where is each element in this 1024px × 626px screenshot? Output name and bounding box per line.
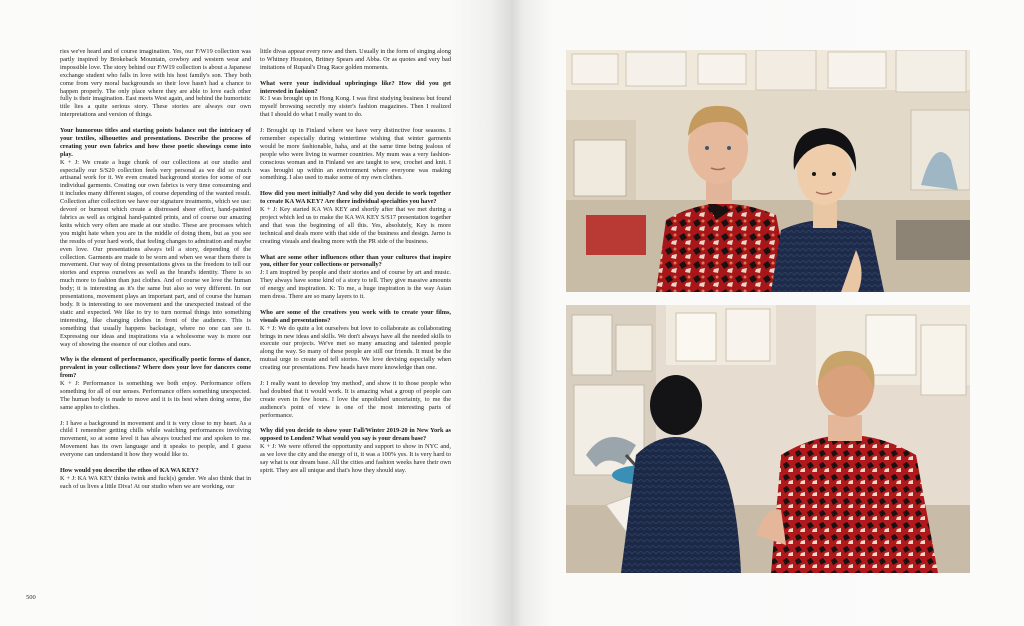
- interview-answer: J: I am inspired by people and their stories and of course by art and music. They always have some kind of a story to tell. They give massive amounts of energy and inspiration. K: To me, a huge inspiration is the way Asian men dress. There are so many layers to it.: [260, 269, 451, 301]
- interview-answer: K + J: Key started KA WA KEY and shortly after that we met during a project which led us to make the KA WA KEY S/S17 presentation together and that was the beginning of all this. Yes, absolutely, Key is more technical and deals more with that side of the business and design. Jarno is creating visuals and dealing more with the PR side of the business.: [260, 206, 451, 245]
- interview-block: [60, 127, 251, 348]
- interview-block: [60, 356, 251, 411]
- interview-answer: K + J: We do quite a lot ourselves but love to collaborate as collaborating brings in new ideas and skills. We don't always have all the needed skills to execute our projects. We've met so many amazing and talented people along the way. So many of these people are still our friends. It must be the mutual urge to create and tell stories. We love devising especially when creating our presentations. Few heads have more knowledge than one.: [260, 324, 451, 372]
- interview-block: [260, 48, 451, 72]
- portrait-photo-graphic: [566, 50, 970, 292]
- interview-block: [260, 190, 451, 245]
- interview-block: [60, 467, 251, 491]
- interview-block: [260, 380, 451, 420]
- interview-question: Your humorous titles and starting points balance out the intricacy of your textiles, silhouettes and presentations. Describe the process of creating your own fabrics and how these poetic showings come into play.: [60, 127, 251, 158]
- photo-portrait-two-designers: [566, 50, 970, 292]
- interview-answer: K + J: Performance is something we both enjoy. Performance offers something for all of our senses. Performance offers something unexpected. The human body is made to move and it is its best when doing some, the same applies to clothes.: [60, 380, 251, 411]
- interview-block: [60, 48, 251, 119]
- interview-question: How would you describe the ethos of KA WA KEY?: [60, 466, 199, 474]
- interview-answer: K: I was brought up in Hong Kong. I was first studying business but found myself browsing secretly my sister's fashion magazines. Then I realized that I should do what I really want to do.: [260, 95, 451, 119]
- interview-block: [260, 80, 451, 120]
- interview-answer: J: I have a background in movement and it is very close to my heart. As a child I remember getting chills while watching performances involving movement, so at some level it has always touched me and spoken to me. Movement has its own language and it speaks to people, and I guess everyone can understand it how they would like to.: [60, 419, 251, 459]
- interview-answer: ries we've heard and of course imagination. Yes, our F/W19 collection was partly inspired by Brokeback Mountain, cowboy and western wear and impossible love. The story behind our F/W19 collection is about a Japanese exchange student who falls in love with his host family's son. They both come from very moral backgrounds so their love hasn't had a chance to happen properly. The only place where they are able to love each other fully is their imagination. East meets West again, and behind the humoristic title lies a quite serious story. These stories are always our own interpretations and version of things.: [60, 48, 251, 119]
- interview-answer: K + J: We were offered the opportunity and support to show in NYC and, as we love the city and the energy of it, it was a 100% yes. It is very hard to say what is our dream base. All the cities and fashion weeks have their own spirit. They are all unique and that's how they should stay.: [260, 443, 451, 474]
- text-column-1: [60, 48, 251, 499]
- photo-designers-at-desk: [566, 305, 970, 573]
- interview-question: Why is the element of performance, specifically poetic forms of dance, prevalent in your collections? Where does your love for dancers come from?: [60, 356, 251, 380]
- text-column-2: [260, 48, 451, 483]
- interview-block: [260, 427, 451, 474]
- interview-question: What were your individual upbringings like? How did you get interested in fashion?: [260, 79, 451, 95]
- interview-answer: J: I really want to develop 'my method', and show it to those people who had doubted that it would work. It is amazing what a group of people can create even in few hours. I love the unpolished uncertainty, to me the audience's point of view is one of the most interesting parts of performance.: [260, 379, 451, 419]
- interview-block: [260, 127, 451, 182]
- interview-answer: K + J: KA WA KEY thinks twink and fuck(s) gender. We also think that in each of us lives a little Diva! At our studio when we are working, our: [60, 474, 251, 490]
- desk-photo-graphic: [566, 305, 970, 573]
- interview-block: [60, 420, 251, 460]
- interview-question: What are some other influences other than your cultures that inspire you, either for your collections or personally?: [260, 253, 451, 269]
- interview-answer: J: Brought up in Finland where we have very distinctive four seasons. I remember especially during wintertime wishing that winter garments would be more fashionable, haha, and at the same time being jealous of people who were living in warmer countries. My mum was a very fashion-conscious woman and in Finland we are taught to sew, crochet and knit. I was brought up within an environment where everyone was making something. I also used to make some of my own clothes.: [260, 127, 451, 182]
- page-number: 500: [26, 594, 36, 601]
- interview-answer: K + J: We create a huge chunk of our collections at our studio and especially our S/S20 collection feels very personal as we did so much artisanal work for it. We even created background stories for some of our individual garments. Creating our own fabrics is very time consuming and it includes many different stages, of course depending of the wanted result. Collection after collection we have our signature treatments, which we use: devoré or burnout which create a distressed sheer effect, hand-painted fabrics as well as original hand-painted prints, and of course our amazing knits which very often are made at our studio. These are processes which you might hate when you are in the middle of doing them, but as you see the results of your hard work, that feeling changes to admiration and maybe even love. Our presentations always tell a story, depending of the collection. Garments are made to be worn and when we wear them there is movement. Our way of doing presentations gives us the freedom to tell our stories and express ourselves as well as the brand's identity. There is so much more to fashion than just clothes. And of course we love the human body; it is interesting as it's the same but also so very different. In our presentations, movement plays an important part, and of course the human body. It is interesting to see movement and the unexpected instead of the static and expected. We like to try to turn normal things into something interesting, like changing clothes in front of the audience. This is something that usually happens backstage, where no one can see it. Expressing our ideas and inspirations via a wholesome way is more our way of showing the essence of our clothes and ours.: [60, 158, 251, 348]
- interview-question: How did you meet initially? And why did you decide to work together to create KA WA KEY? Are there individual specialties you have?: [260, 190, 451, 206]
- interview-block: [260, 309, 451, 372]
- interview-question: Who are some of the creatives you work with to create your films, visuals and presentations?: [260, 308, 451, 324]
- interview-question: Why did you decide to show your Fall/Winter 2019-20 in New York as opposed to London? What would you say is your dream base?: [260, 427, 451, 443]
- interview-answer: little divas appear every now and then. Usually in the form of singing along to Whitney Houston, Britney Spears and Abba. Or as quotes and very bad imitations of Rupaul's Drag Race golden moments.: [260, 48, 451, 71]
- interview-block: [260, 254, 451, 301]
